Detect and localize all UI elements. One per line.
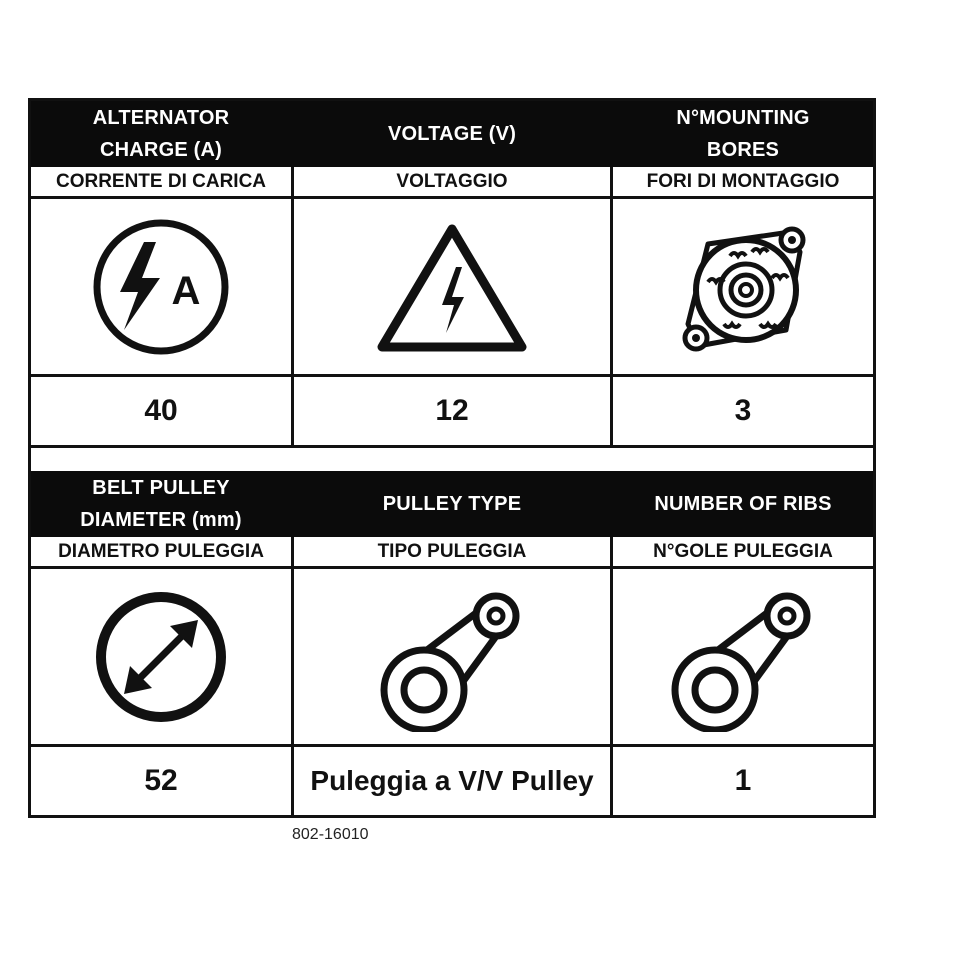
- icon-cell-ribs: [613, 569, 873, 747]
- header-pulley-type: [291, 471, 613, 537]
- value-pulley-diameter: 52: [144, 764, 178, 797]
- diameter-arrow-icon: [86, 582, 236, 732]
- sub-fori-di-montaggio: FORI DI MONTAGGIO: [613, 167, 873, 199]
- header-text: NUMBER OF RIBS: [654, 493, 832, 515]
- header-text: VOLTAGE (V): [387, 123, 517, 145]
- sub-voltaggio: VOLTAGGIO: [291, 167, 613, 199]
- alternator-charge-icon: [86, 212, 236, 362]
- icon-cell-charge: [31, 199, 291, 377]
- header-text: N°MOUNTING BORES: [676, 107, 810, 161]
- value-charge: 40: [144, 394, 178, 427]
- header-text: ALTERNATOR CHARGE (A): [92, 107, 230, 161]
- value-number-of-ribs: 1: [734, 764, 752, 797]
- high-voltage-warning-icon: [372, 217, 532, 357]
- sub-tipo-puleggia: TIPO PULEGGIA: [291, 537, 613, 569]
- header-number-of-ribs: [613, 471, 873, 537]
- pulley-belt-icon: [663, 582, 823, 732]
- icon-cell-pulley-type: [291, 569, 613, 747]
- block-divider: [31, 445, 873, 471]
- spec-table: [28, 98, 876, 818]
- sub-diametro-puleggia: DIAMETRO PULEGGIA: [31, 537, 291, 569]
- sub-gole-puleggia: N°GOLE PULEGGIA: [613, 537, 873, 569]
- spec-block-1: [31, 101, 873, 445]
- header-mounting-bores: [613, 101, 873, 167]
- icon-cell-mounting: [613, 199, 873, 377]
- header-text: BELT PULLEY DIAMETER (mm): [80, 477, 242, 531]
- icon-cell-voltage: [291, 199, 613, 377]
- spec-block-2: [31, 471, 873, 815]
- header-voltage: [291, 101, 613, 167]
- header-text: PULLEY TYPE: [382, 493, 522, 515]
- value-voltage: 12: [291, 377, 613, 445]
- sub-corrente-di-carica: CORRENTE DI CARICA: [31, 167, 291, 199]
- value-pulley-type: Puleggia a V/V Pulley: [291, 747, 613, 815]
- header-alternator-charge: [31, 101, 291, 167]
- pulley-belt-icon: [372, 582, 532, 732]
- alternator-mounting-icon: [668, 212, 818, 362]
- part-code: 802-16010: [292, 826, 369, 843]
- value-mounting-bores: 3: [734, 394, 752, 427]
- header-pulley-diameter: [31, 471, 291, 537]
- svg-text:A: A: [171, 268, 201, 313]
- icon-cell-diameter: [31, 569, 291, 747]
